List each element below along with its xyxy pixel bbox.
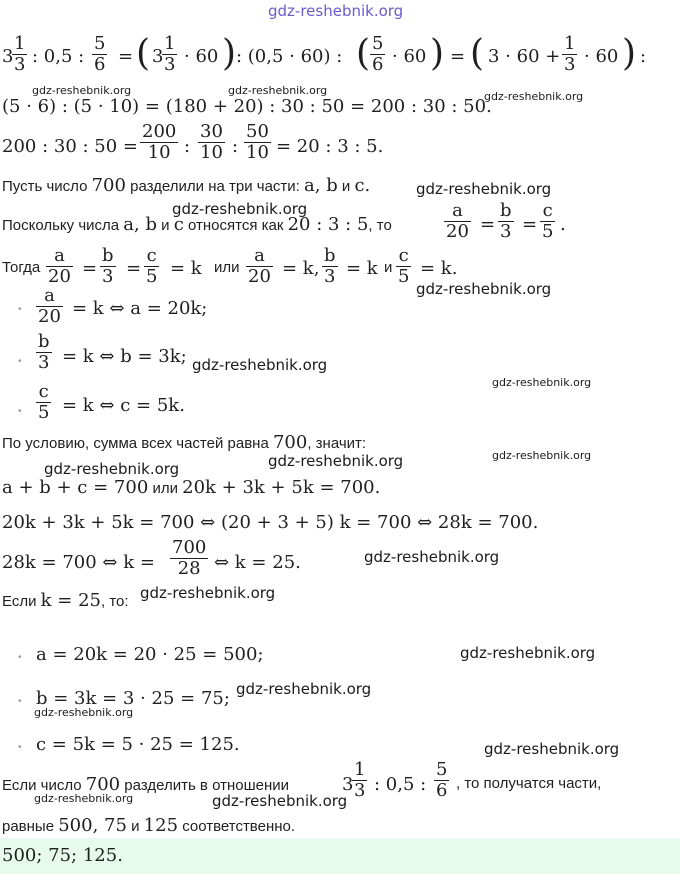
math-text: =: [480, 214, 496, 235]
fraction: $\frac{50}{10}$: [246, 121, 269, 163]
fraction: $\frac{c}{5}$: [38, 381, 50, 423]
text: или: [214, 259, 240, 276]
math-text: ⇔ k = 25.: [214, 552, 301, 573]
watermark: gdz-reshebnik.org: [364, 548, 500, 566]
watermark: gdz-reshebnik.org: [192, 356, 328, 374]
fraction: $\frac{1}{3}$: [564, 33, 576, 75]
fraction: $\frac{30}{10}$: [200, 121, 223, 163]
bullet-icon: •: [18, 742, 22, 753]
text-line: a + b + c = 700 или 20k + 3k + 5k = 700.: [2, 477, 381, 498]
text: , то получатся части,: [456, 775, 602, 792]
paren: (: [356, 33, 371, 74]
fraction: $\frac{b}{3}$: [324, 245, 336, 287]
math-text: : 0,5 :: [32, 46, 85, 67]
watermark-small: gdz-reshebnik.org: [492, 376, 592, 389]
math-text: = k ⇔ b = 3k;: [62, 346, 187, 367]
math-text: = 20 : 3 : 5.: [276, 136, 384, 157]
math-text: =: [450, 46, 466, 67]
watermark: gdz-reshebnik.org: [268, 452, 404, 470]
text-line: Поскольку числа a, b и c относятся как 20 : 3 : 5, то: [2, 214, 392, 235]
watermark-small: gdz-reshebnik.org: [492, 449, 592, 462]
math-line: 20k + 3k + 5k = 700 ⇔ (20 + 3 + 5) k = 700 ⇔ 28k = 700.: [2, 512, 539, 533]
watermark-small: gdz-reshebnik.org: [32, 84, 132, 97]
math-text: = k: [346, 258, 378, 279]
math-text: 28k = 700 ⇔ k =: [2, 552, 155, 573]
bullet-icon: •: [18, 356, 22, 367]
math-text: = k.: [420, 258, 458, 279]
math-text: : 0,5 :: [374, 774, 427, 795]
fraction: $\frac{b}{3}$: [38, 331, 50, 373]
mixed-int: 3: [342, 774, 354, 795]
math-text: =: [82, 258, 98, 279]
fraction: $\frac{1}{3}$: [14, 33, 26, 75]
answer-box: [0, 838, 680, 874]
watermark-small: gdz-reshebnik.org: [484, 90, 584, 103]
text-line: Пусть число 700 разделили на три части: a, b и c.: [2, 175, 371, 196]
watermark: gdz-reshebnik.org: [236, 680, 372, 698]
math-text: = k ⇔ c = 5k.: [62, 395, 185, 416]
math-text: =: [522, 214, 538, 235]
watermark-small: gdz-reshebnik.org: [34, 792, 134, 805]
math-line: b = 3k = 3 · 25 = 75;: [36, 688, 230, 709]
bullet-icon: •: [18, 406, 22, 417]
paren: ): [222, 33, 237, 74]
math-text: :: [232, 136, 239, 157]
text-line: Если число 700 разделить в отношении: [2, 774, 289, 795]
paren: (: [470, 33, 485, 74]
mixed-int: 3: [152, 46, 164, 67]
math-text: :: [184, 136, 191, 157]
fraction: $\frac{b}{3}$: [500, 200, 512, 242]
fraction: $\frac{5}{6}$: [436, 759, 448, 801]
watermark: gdz-reshebnik.org: [140, 584, 276, 602]
paren: (: [136, 33, 151, 74]
math-line: c = 5k = 5 · 25 = 125.: [36, 734, 240, 755]
math-text: = k,: [282, 258, 320, 279]
fraction: $\frac{1}{3}$: [164, 33, 176, 75]
bullet-icon: •: [18, 696, 22, 707]
fraction: $\frac{700}{28}$: [172, 537, 207, 579]
watermark-small: gdz-reshebnik.org: [34, 706, 134, 719]
watermark: gdz-reshebnik.org: [416, 180, 552, 198]
text: и: [384, 259, 393, 276]
watermark: gdz-reshebnik.org: [172, 200, 308, 218]
watermark: gdz-reshebnik.org: [484, 740, 620, 758]
text-line: По условию, сумма всех частей равна 700, значит:: [2, 432, 367, 453]
math-text: · 60: [584, 46, 619, 67]
watermark: gdz-reshebnik.org: [212, 792, 348, 810]
math-text: =: [118, 46, 134, 67]
text-line: равные 500, 75 и 125 соответственно.: [2, 815, 296, 836]
math-text: = k ⇔ a = 20k;: [72, 298, 208, 319]
math-text: .: [560, 214, 566, 235]
answer-text: 500; 75; 125.: [2, 845, 123, 866]
math-line: (5 · 6) : (5 · 10) = (180 + 20) : 30 : 50 = 200 : 30 : 50.: [2, 96, 492, 117]
math-text: 200 : 30 : 50 =: [2, 136, 138, 157]
text: Тогда: [2, 259, 41, 276]
fraction: $\frac{a}{20}$: [446, 200, 469, 242]
fraction: $\frac{c}{5}$: [146, 245, 158, 287]
fraction: $\frac{a}{20}$: [248, 245, 271, 287]
fraction: $\frac{c}{5}$: [398, 245, 410, 287]
math-text: · 60: [392, 46, 427, 67]
fraction: $\frac{a}{20}$: [38, 285, 61, 327]
bullet-icon: •: [18, 652, 22, 663]
text-line: Если k = 25, то:: [2, 590, 129, 611]
math-text: · 60: [184, 46, 219, 67]
fraction: $\frac{5}{6}$: [94, 33, 106, 75]
math-text: = k: [170, 258, 202, 279]
fraction: $\frac{1}{3}$: [354, 759, 366, 801]
math-text: 3 · 60 +: [488, 46, 561, 67]
fraction: $\frac{b}{3}$: [102, 245, 114, 287]
math-text: : (0,5 · 60) :: [236, 46, 343, 67]
fraction: $\frac{a}{20}$: [48, 245, 71, 287]
watermark: gdz-reshebnik.org: [460, 644, 596, 662]
paren: ): [430, 33, 445, 74]
fraction: $\frac{200}{10}$: [142, 121, 177, 163]
bullet-icon: •: [18, 304, 22, 315]
math-text: =: [126, 258, 142, 279]
paren: ): [622, 33, 637, 74]
mixed-int: 3: [2, 46, 14, 67]
fraction: $\frac{5}{6}$: [372, 33, 384, 75]
fraction: $\frac{c}{5}$: [542, 200, 554, 242]
watermark: gdz-reshebnik.org: [416, 280, 552, 298]
watermark: gdz-reshebnik.org: [44, 460, 180, 478]
watermark-top: gdz-reshebnik.org: [268, 2, 404, 20]
watermark-small: gdz-reshebnik.org: [228, 84, 328, 97]
math-line: a = 20k = 20 · 25 = 500;: [36, 644, 264, 665]
math-text: :: [640, 46, 647, 67]
